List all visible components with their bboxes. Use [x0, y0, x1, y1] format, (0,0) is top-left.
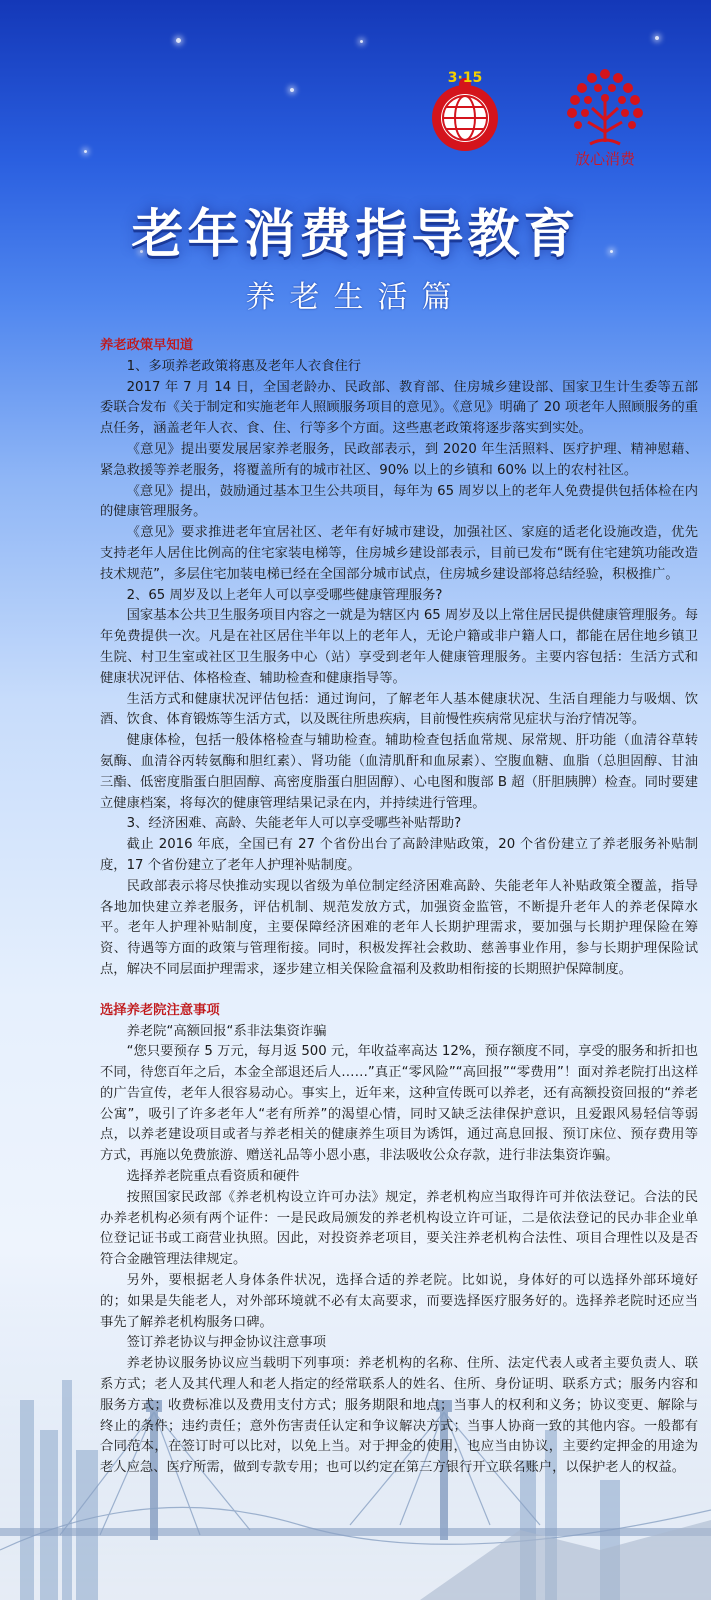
section-heading: 养老政策早知道: [100, 338, 194, 353]
paragraph: 《意见》提出，鼓励通过基本卫生公共项目，每年为 65 周岁以上的老年人免费提供包括体检在内的健康管理服务。: [100, 483, 698, 520]
paragraph: 2017 年 7 月 14 日，全国老龄办、民政部、教育部、住房城乡建设部、国家卫生计生委等五部委联合发布《关于制定和实施老年人照顾服务项目的意见》。《意见》明确了 20 项老年人照顾服务的重点任务，涵盖老年人衣、食、住、行等多个方面。这些惠老政策将逐步落实到实处。: [100, 379, 698, 437]
paragraph: 生活方式和健康状况评估包括：通过询问，了解老年人基本健康状况、生活自理能力与吸烟、饮酒、饮食、体育锻炼等生活方式，以及既往所患疾病，目前慢性疾病常见症状与治疗情况等。: [100, 691, 698, 728]
paragraph: 截止 2016 年底，全国已有 27 个省份出台了高龄津贴政策，20 个省份建立了养老服务补贴制度，17 个省份建立了老年人护理补贴制度。: [100, 837, 698, 873]
logo-text: 放心消费: [574, 150, 636, 168]
paragraph: 健康体检，包括一般体格检查与辅助检查。辅助检查包括血常规、尿常规、肝功能（血清谷草转氨酶、血清谷丙转氨酶和胆红素）、肾功能（血清肌酐和血尿素）、空腹血糖、血脂（总胆固醇、甘油三酯、低密度脂蛋白胆固醇、高密度脂蛋白胆固醇）、心电图和腹部 B 超（肝胆胰脾）检查。同时要建立健康档案，将每次的健康管理结果记录在内，并持续进行管理。: [100, 733, 698, 811]
sparkle-decoration: [84, 150, 87, 153]
paragraph: 签订养老协议与押金协议注意事项: [126, 1335, 327, 1351]
logo-text: 3·15: [447, 70, 483, 86]
sparkle-decoration: [290, 88, 294, 92]
consumer-rights-logo: [425, 70, 505, 160]
paragraph: 2、65 周岁及以上老年人可以享受哪些健康管理服务?: [126, 587, 443, 603]
paragraph: 《意见》提出要发展居家养老服务，民政部表示，到 2020 年生活照料、医疗护理、精神慰藉、紧急救援等养老服务，将覆盖所有的城市社区、90% 以上的乡镇和 60% 以上的农村社区。: [100, 441, 698, 478]
paragraph: 民政部表示将尽快推动实现以省级为单位制定经济困难高龄、失能老年人补贴政策全覆盖，指导各地加快建立养老服务，评估机制、规范发放方式，加强资金监管，不断提升老年人的养老保障水平。老年人护理补贴制度，主要保障经济困难的老年人长期护理需求，要加强与长期护理保险在筹资、待遇等方面的政策与管理衔接。同时，积极发挥社会救助、慈善事业作用，参与长期护理保险试点，解决不同层面护理需求，逐步建立相关保险盒福利及救助相衔接的长期照护保障制度。: [100, 878, 698, 977]
paragraph: 选择养老院重点看资质和硬件: [126, 1169, 300, 1185]
page-title: 老年消费指导教育: [131, 205, 580, 265]
paragraph: 按照国家民政部《养老机构设立许可办法》规定，养老机构应当取得许可并依法登记。合法的民办养老机构必须有两个证件：一是民政局颁发的养老机构设立许可证，二是依法登记的民办非企业单位登记证书或工商营业执照。因此，对投资养老项目，要关注养老机构合法性、项目合理性以及是否符合金融管理法律规定。: [100, 1189, 698, 1268]
sparkle-decoration: [176, 38, 181, 43]
page-subtitle: 养老生活篇: [245, 280, 466, 315]
sparkle-decoration: [360, 40, 363, 43]
paragraph: 养老院“高额回报“系非法集资诈骗: [126, 1023, 327, 1039]
paragraph: 《意见》要求推进老年宜居社区、老年有好城市建设，加强社区、家庭的适老化设施改造，优先支持老年人居住比例高的住宅家装电梯等，住房城乡建设部表示，目前已发布“既有住宅建筑功能改造技术规范”，多层住宅加装电梯已经在全国部分城市试点，住房城乡建设部将总结经验，积极推广。: [100, 525, 698, 582]
paragraph: 另外，要根据老人身体条件状况，选择合适的养老院。比如说，身体好的可以选择外部环境好的；如果是失能老人，对外部环境就不必有太高要求，而要选择医疗服务好的。选择养老院时还应当事先了解养老机构服务口碑。: [100, 1273, 698, 1330]
paragraph: 国家基本公共卫生服务项目内容之一就是为辖区内 65 周岁及以上常住居民提供健康管理服务。每年免费提供一次。凡是在社区居住半年以上的老年人，无论户籍或非户籍人口，都能在居住地乡镇卫生院、村卫生室或社区卫生服务中心（站）享受到老年人健康管理服务。主要内容包括：生活方式和健康状况评估、体格检查、辅助检查和健康指导等。: [100, 608, 698, 686]
paragraph: 3、经济困难、高龄、失能老年人可以享受哪些补贴帮助?: [126, 816, 462, 832]
article-body: [100, 336, 698, 1479]
paragraph: 养老协议服务协议应当载明下列事项：养老机构的名称、住所、法定代表人或者主要负责人、联系方式；老人及其代理人和老人指定的经常联系人的姓名、住所、身份证明、联系方式；服务内容和服务方式；收费标准以及费用支付方式；服务期限和地点；当事人的权利和义务；协议变更、解除与终止的条件；违约责任；意外伤害责任认定和争议解决方式；当事人协商一致的其他内容。一般都有合同范本，在签订时可以比对，以免上当。对于押金的使用，也应当由协议，主要约定押金的用途为老人应急、医疗所需，做到专款专用；也可以约定在第三方银行开立联名账户，以保护老人的权益。: [100, 1356, 698, 1476]
trust-consumption-logo: [560, 60, 650, 170]
section-spacer: [100, 981, 698, 1001]
sparkle-decoration: [655, 36, 659, 40]
paragraph: 1、多项养老政策将惠及老年人衣食住行: [126, 358, 362, 374]
section-heading: 选择养老院注意事项: [100, 1002, 220, 1018]
paragraph: “您只要预存 5 万元，每月返 500 元，年收益率高达 12%，预存额度不同，享受的服务和折扣也不同，待您百年之后，本金全部退还后人……”真正“零风险”“高回报”“零费用”！面对养老院打出这样的广告宣传，老年人很容易动心。事实上，近年来，这种宣传既可以养老，还有高额投资回报的“养老公寓”，吸引了许多老年人“老有所养”的渴望心情，同时又缺乏法律保护意识，且爱跟风易轻信等弱点，以养老建设项目或者与养老相关的健康养生项目为诱饵，通过高息回报、预订床位、预存费用等方式，再施以免费旅游、赠送礼品等小恩小惠，非法吸收公众存款，进行非法集资诈骗。: [100, 1044, 698, 1164]
